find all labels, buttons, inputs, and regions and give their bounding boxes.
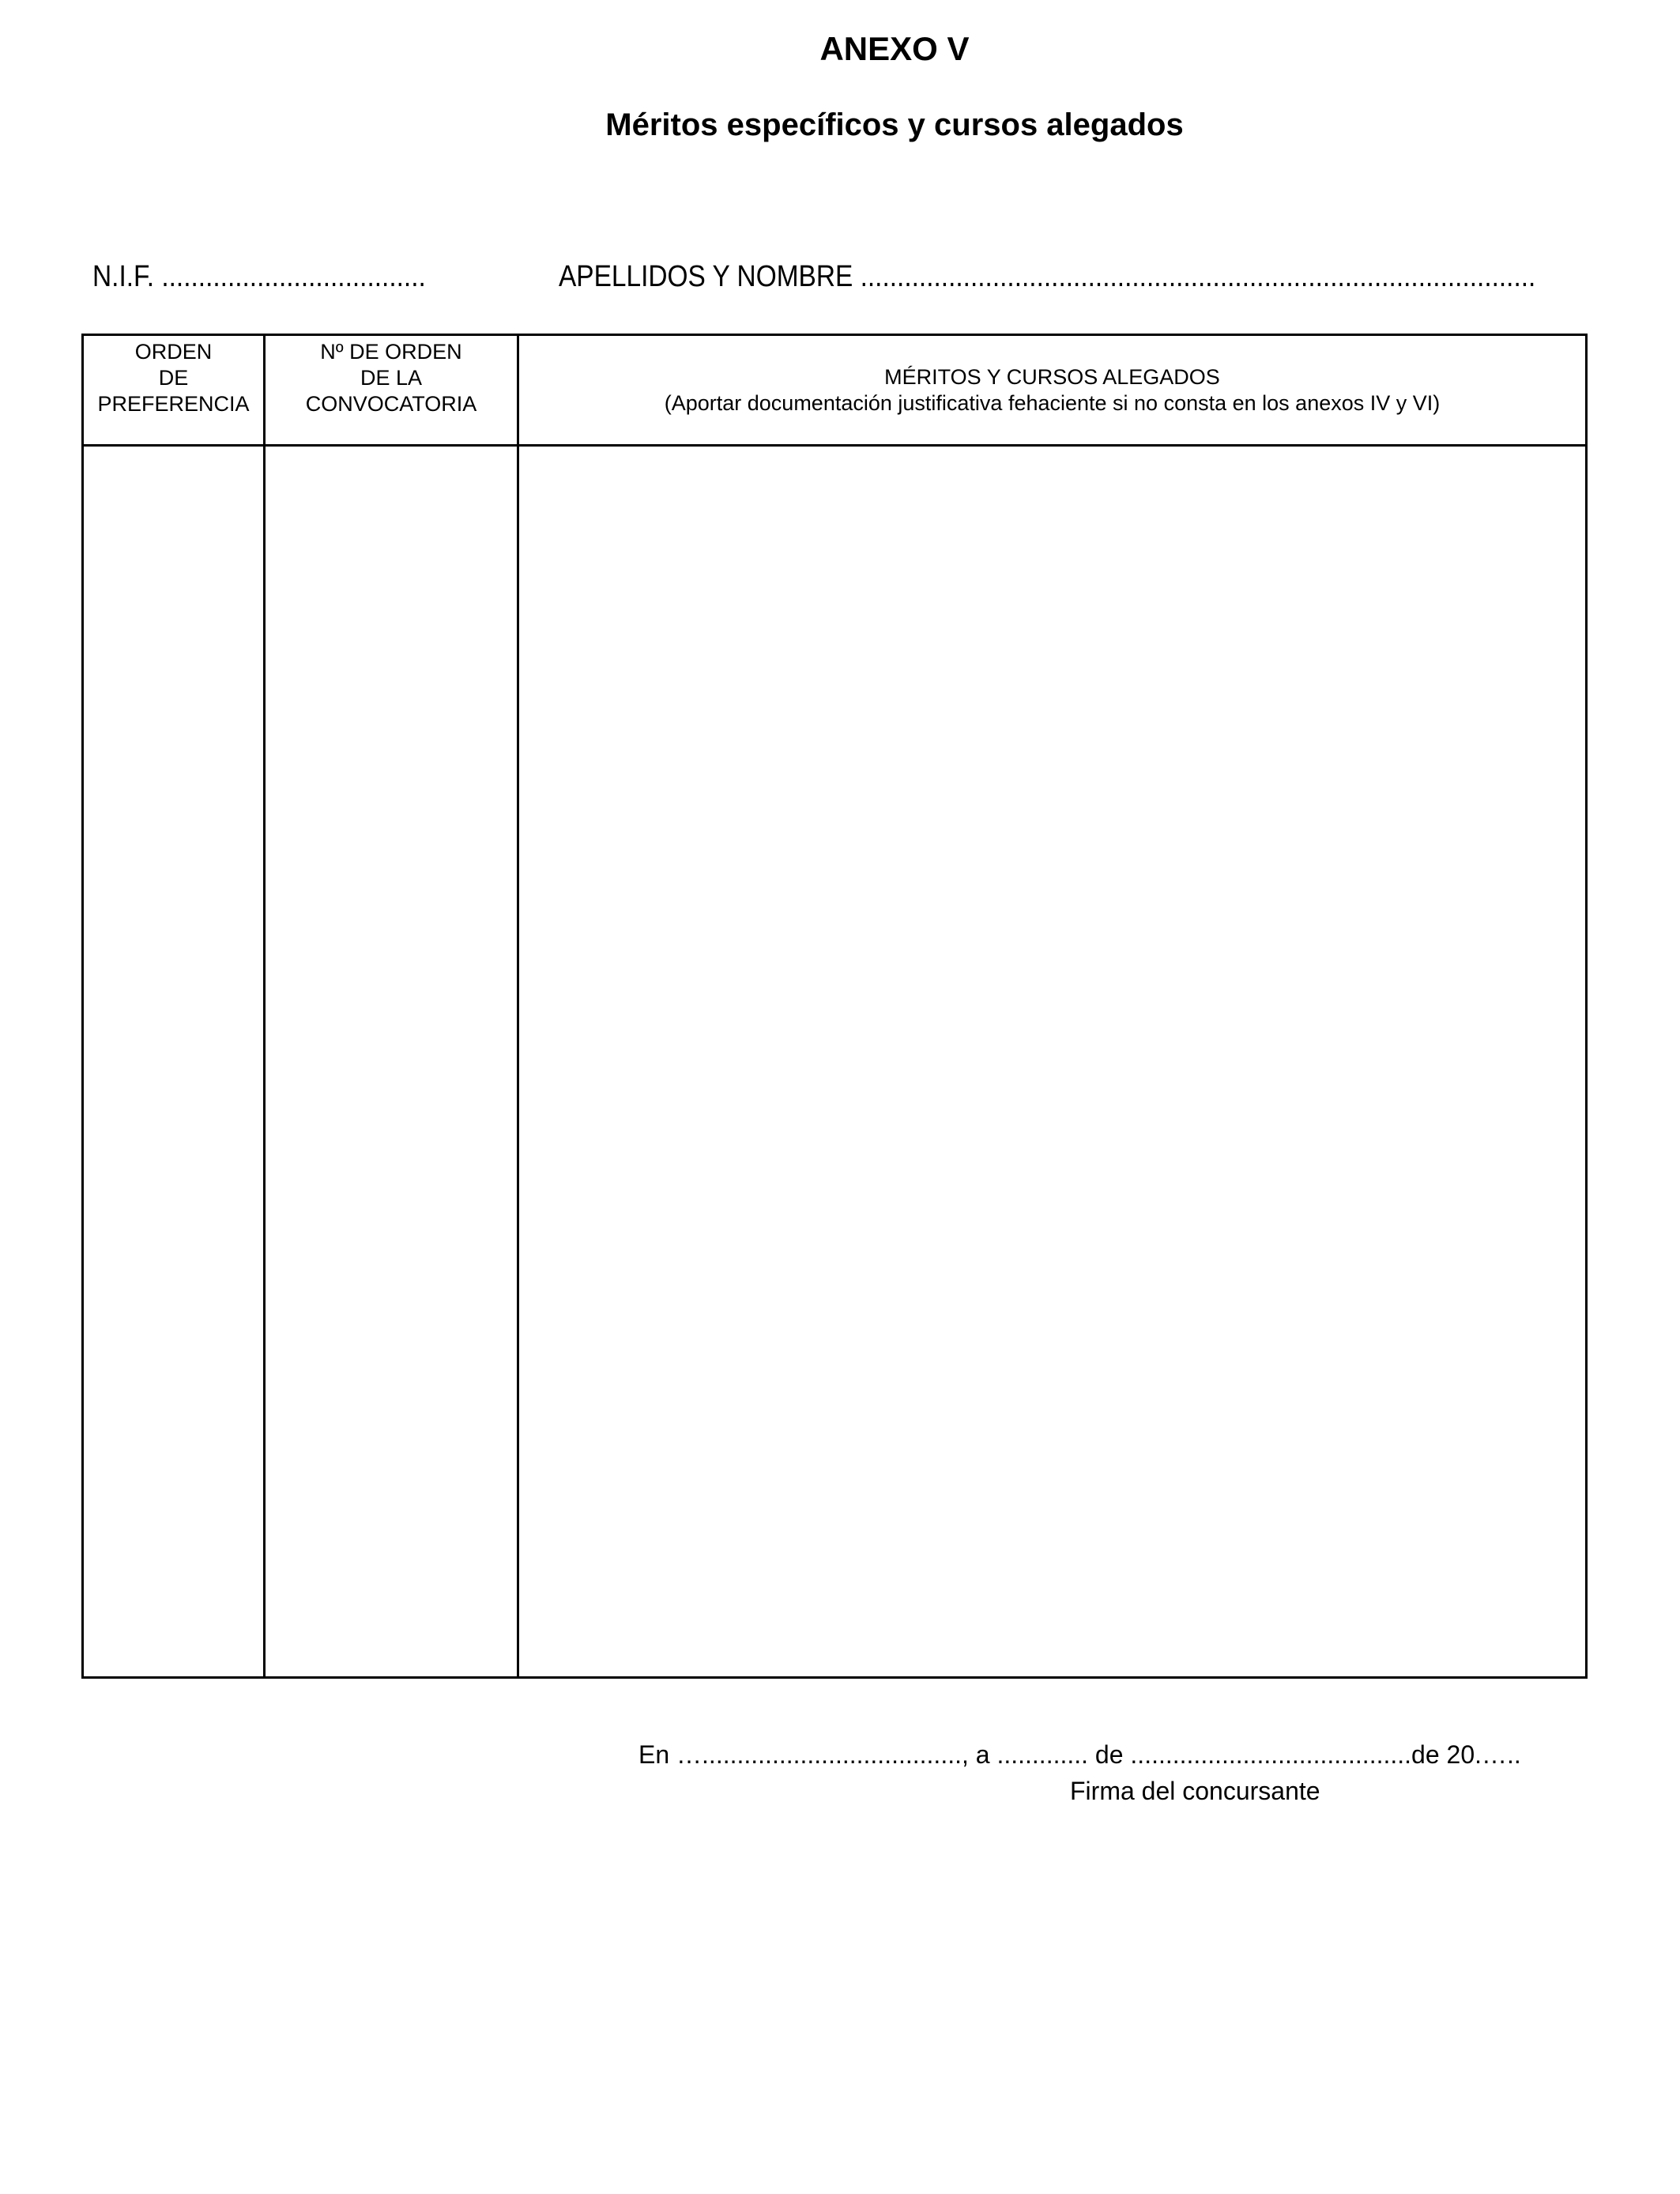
nif-field[interactable]: N.I.F. .................................... [92, 260, 426, 293]
table-header-row [83, 335, 1587, 446]
document-subtitle: Méritos específicos y cursos alegados [605, 107, 1184, 142]
place-date-line[interactable]: En …....................................., a ............. de ........................................de 20.….. [638, 1740, 1521, 1769]
meritos-header-line-1: MÉRITOS Y CURSOS ALEGADOS [884, 364, 1220, 389]
orden-header-line-2: DE [158, 366, 189, 390]
numero-header-line-2: DE LA [360, 366, 423, 390]
signature-label: Firma del concursante [1070, 1777, 1320, 1805]
orden-preferencia-cell[interactable] [83, 446, 265, 1678]
meritos-header-line-2: (Aportar documentación justificativa fehaciente si no consta en los anexos IV y VI) [664, 390, 1441, 415]
column-header-orden-preferencia [83, 335, 265, 446]
table-row [83, 446, 1587, 1678]
column-header-numero-orden [265, 335, 518, 446]
meritos-cell[interactable] [518, 446, 1587, 1678]
numero-orden-cell[interactable] [265, 446, 518, 1678]
apellidos-nombre-field[interactable]: APELLIDOS Y NOMBRE ............................................................................................ [559, 260, 1536, 293]
numero-header-line-3: CONVOCATORIA [305, 392, 477, 416]
column-header-meritos [518, 335, 1587, 446]
numero-header-line-1: Nº DE ORDEN [320, 340, 462, 364]
orden-header-line-1: ORDEN [134, 340, 213, 364]
orden-header-line-3: PREFERENCIA [97, 392, 250, 416]
annex-title: ANEXO V [819, 30, 970, 67]
merits-table [81, 334, 1588, 1679]
